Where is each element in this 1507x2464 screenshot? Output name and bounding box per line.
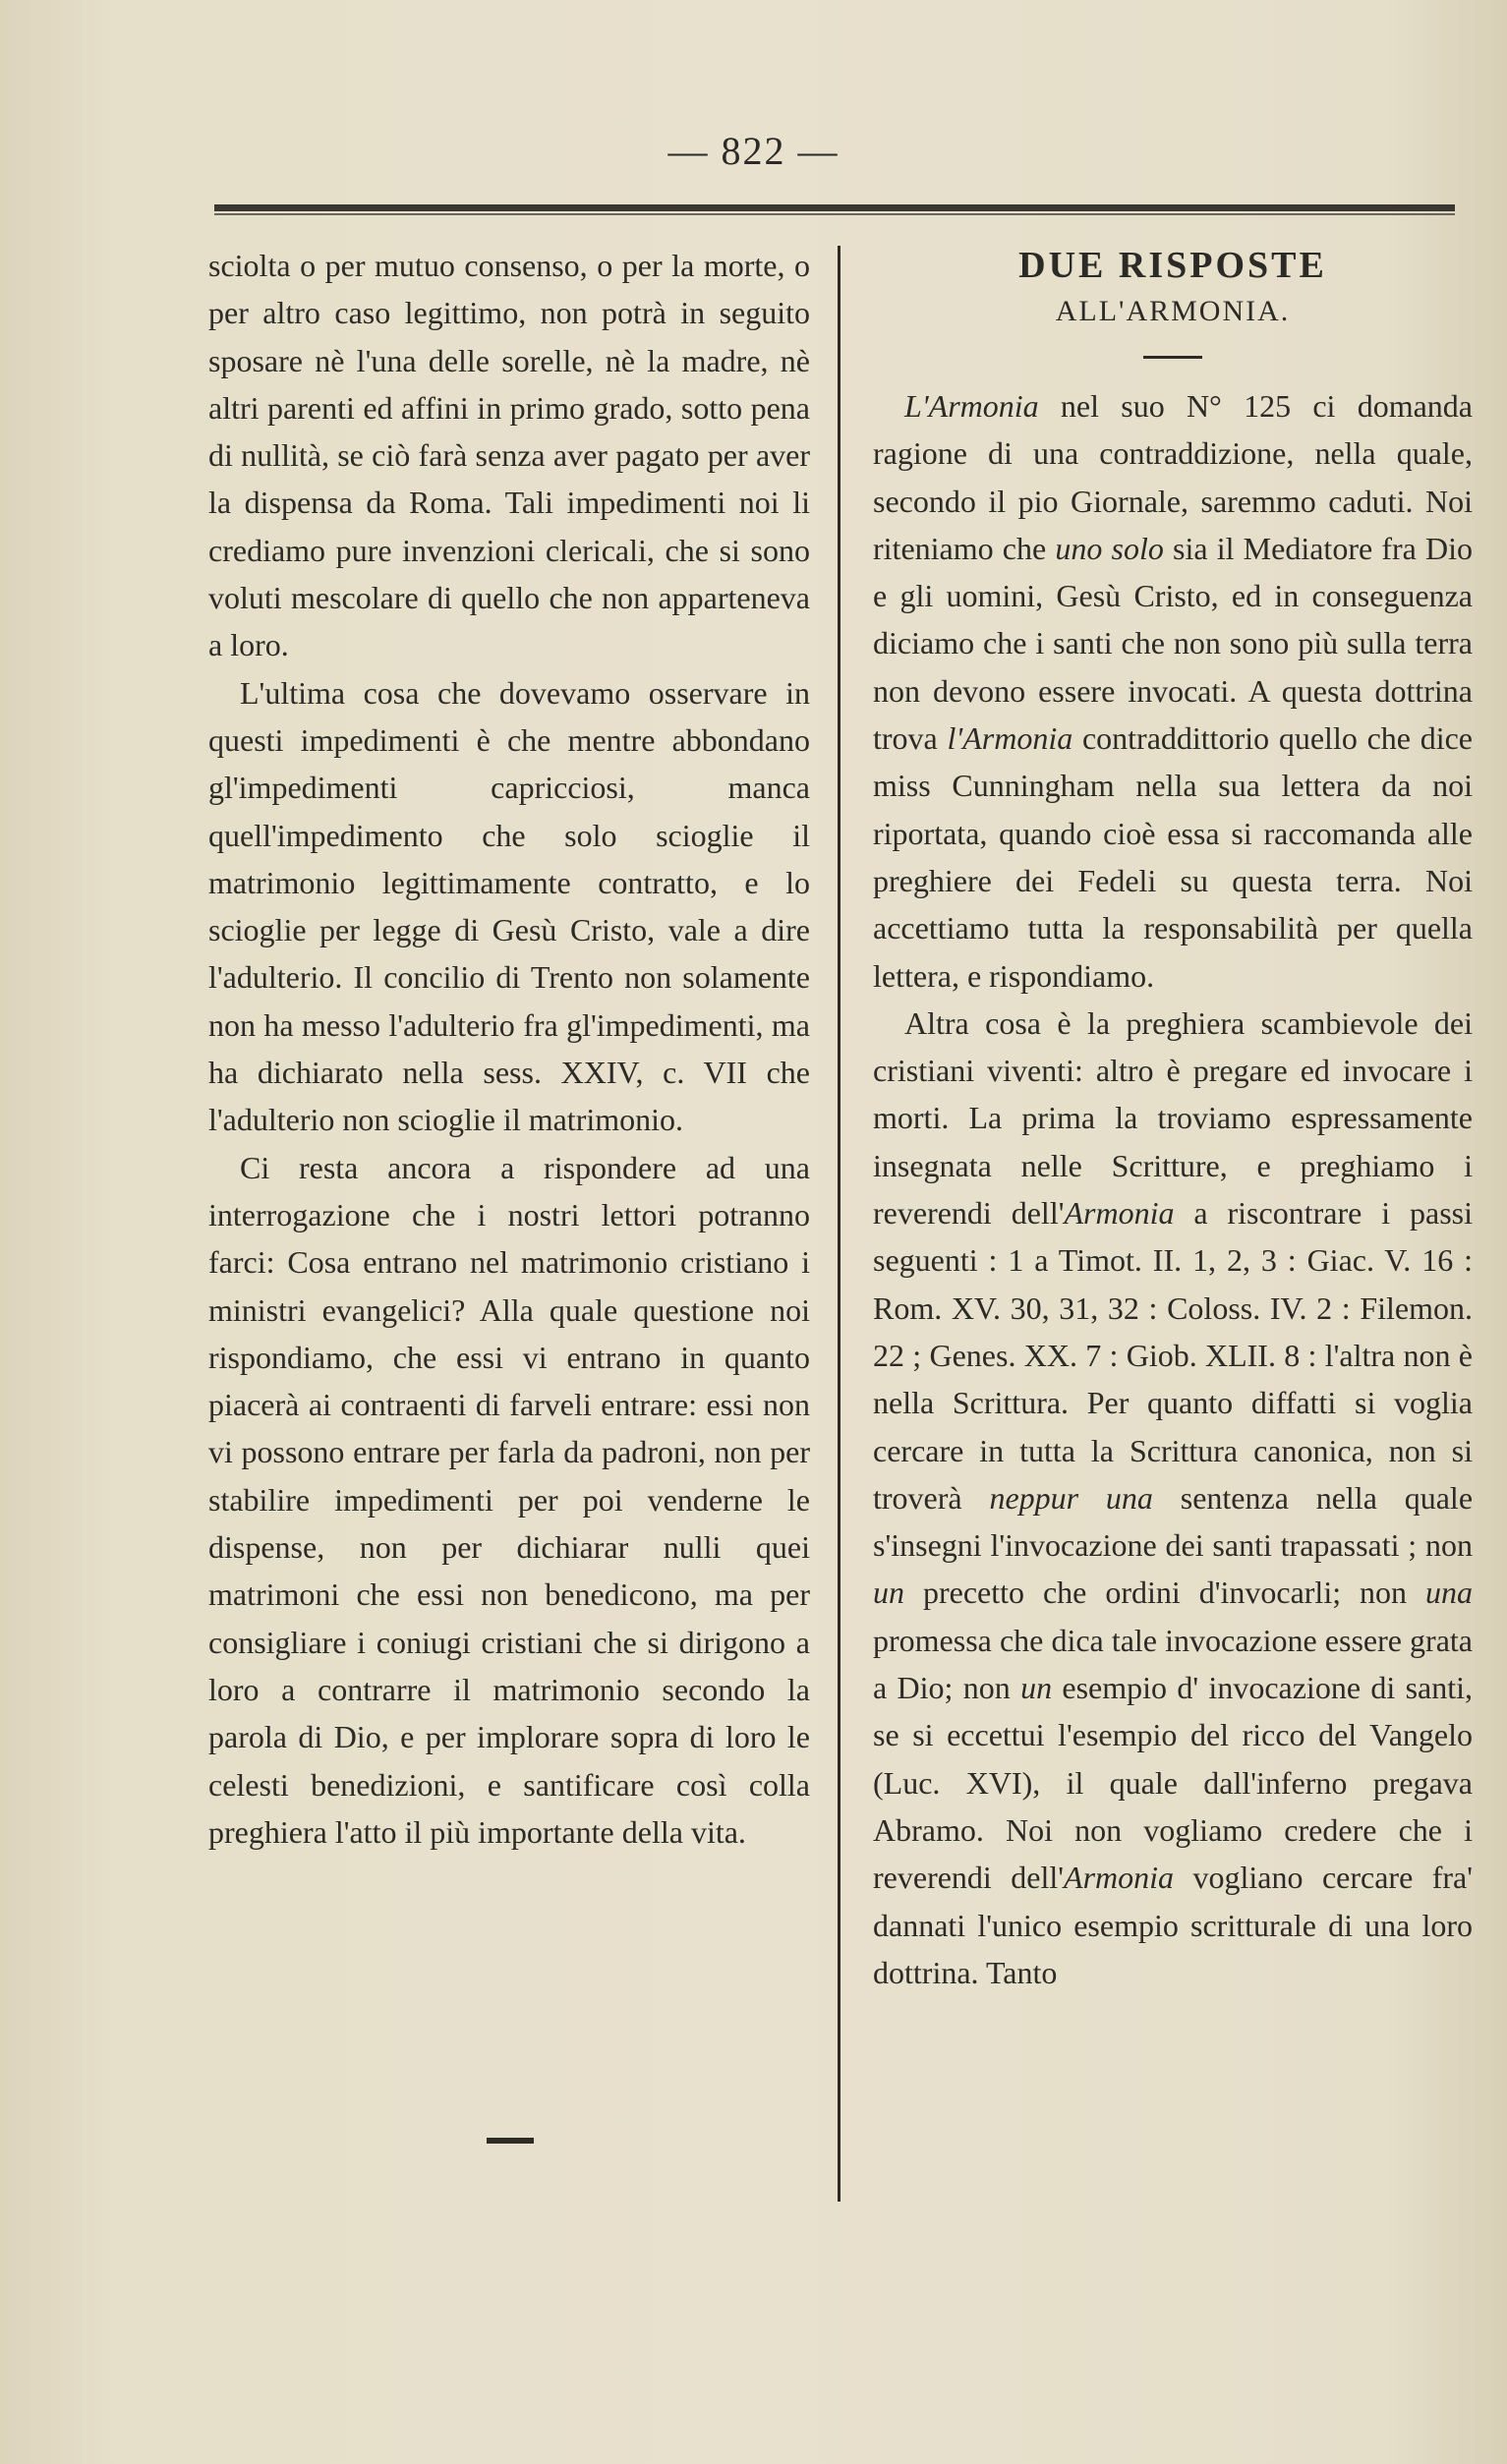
italic-text: una [1425,1575,1473,1611]
text-run: contraddittorio quello che dice miss Cunningham nella sua lettera da noi riportata, quando cioè essa si raccomanda alle preghiere dei Fedeli su questa terra. Noi accettiamo tutta la responsabilità per quella lettera, e rispondiamo. [873,720,1474,994]
right-paragraph-2 [873,1000,1473,1996]
section-end-rule [487,2138,534,2144]
text-run: sia il Mediatore fra Dio e gli uomini, Gesù Cristo, ed in conseguenza diciamo che i santi che non sono più sulla terra non devono essere invocati. A questa dottrina trova [873,530,1474,757]
text-run: sentenza nella quale s'insegni l'invocazione dei santi trapassati ; non [873,1479,1474,1564]
text-run: promessa che dica tale invocazione essere grata a Dio; non [873,1622,1473,1706]
title-separator [1143,356,1202,359]
italic-text: Armonia [1064,1195,1175,1232]
right-column [873,242,1473,1996]
column-divider [838,246,840,2202]
left-paragraph-3: Ci resta ancora a rispondere ad una interrogazione che i nostri lettori potranno farci: Cosa entrano nel matrimonio cristiano i ministri evangelici? Alla quale questione noi rispondiamo, che essi vi entrano in quanto piacerà ai contraenti di farveli entrare: essi non vi possono entrare per farla da padroni, non per stabilire impedimenti per poi venderne le dispense, non per dichiarar nulli quei matrimoni che essi non benedicono, ma per consigliare i coniugi cristiani che si dirigono a loro a contrarre il matrimonio secondo la parola di Dio, e per implorare sopra di loro le celesti benedizioni, e santificare così colla preghiera l'atto il più importante della vita. [208,1149,810,1850]
text-run: nel suo N° 125 ci domanda ragione di una contraddizione, nella quale, secondo il pio Giornale, saremmo caduti. Noi riteniamo che [873,388,1473,566]
page-number: — 822 — [667,129,840,173]
header-rule [214,204,1455,211]
right-paragraph-1 [873,382,1473,1000]
italic-text: L'Armonia [904,388,1039,424]
header-rule-thin [214,213,1455,215]
italic-text: neppur una [989,1479,1153,1516]
text-run: precetto che ordini d'invocarli; non [904,1575,1425,1611]
left-paragraph-1: sciolta o per mutuo consenso, o per la morte, o per altro caso legittimo, non potrà in seguito sposare nè l'una delle sorelle, nè la madre, nè altri parenti ed affini in primo grado, sotto pena di nullità, se ciò farà senza aver pagato per aver la dispensa da Roma. Tali impedimenti noi li crediamo pure invenzioni clericali, che si sono voluti mescolare di quello che non apparteneva a loro. [208,248,810,663]
article-title: DUE RISPOSTE [1018,245,1327,286]
italic-text: Armonia [1064,1860,1175,1896]
text-run: vogliano cercare fra' dannati l'unico esempio scritturale di una loro dottrina. Tanto [873,1860,1474,1990]
text-run: a riscontrare i passi seguenti : 1 a Timot. II. 1, 2, 3 : Giac. V. 16 : Rom. XV. 30, 31, 32 : Coloss. IV. 2 : Filemon. 22 ; Genes. XX. 7 : Giob. XLII. 8 : l'altra non è nella Scrittura. Per quanto diffatti si voglia cercare in tutta la Scrittura canonica, non si troverà [873,1195,1473,1516]
article-subtitle: ALL'ARMONIA. [1055,295,1291,327]
italic-text: un [873,1575,904,1611]
text-run: esempio d' invocazione di santi, se si eccettui l'esempio del ricco del Vangelo (Luc. XVI), il quale dall'inferno pregava Abramo. Noi non vogliamo credere che i reverendi dell' [873,1670,1474,1896]
left-column [208,242,810,1856]
italic-text: un [1020,1670,1053,1706]
italic-text: uno solo [1055,530,1164,566]
left-paragraph-2: L'ultima cosa che dovevamo osservare in questi impedimenti è che mentre abbondano gl'impedimenti capricciosi, manca quell'impedimento che solo scioglie il matrimonio legittimamente contratto, e lo scioglie per legge di Gesù Cristo, vale a dire l'adulterio. Il concilio di Trento non solamente non ha messo l'adulterio fra gl'impedimenti, ma ha dichiarato nella sess. XXIV, c. VII che l'adulterio non scioglie il matrimonio. [208,674,810,1138]
italic-text: l'Armonia [947,720,1073,757]
text-run: Altra cosa è la preghiera scambievole dei cristiani viventi: altro è pregare ed invocare i morti. La prima la troviamo espressamente insegnata nelle Scritture, e preghiamo i reverendi dell' [873,1004,1473,1232]
